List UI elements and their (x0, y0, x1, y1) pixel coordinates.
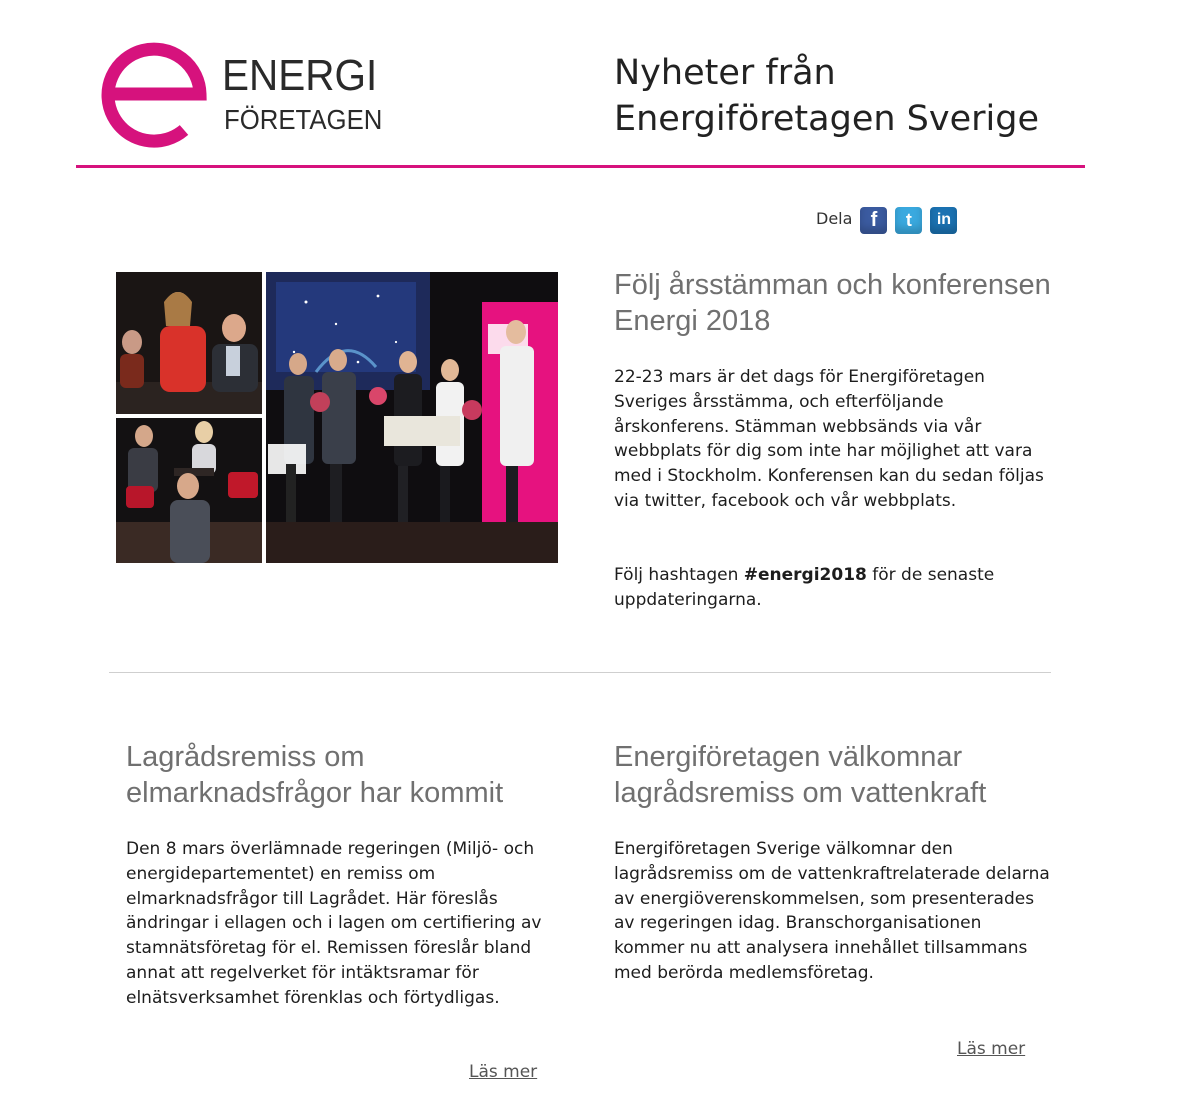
featured-photo-collage[interactable] (116, 272, 558, 563)
hashtag-suffix: för de senaste uppdateringarna. (614, 565, 995, 610)
newsletter-title-line1: Nyheter från (614, 53, 836, 93)
photo-panel-discussion (116, 272, 262, 414)
newsletter-title-line2: Energiföretagen Sverige (614, 99, 1039, 139)
logo (98, 36, 398, 148)
logo-text-energi: ENERGI (222, 51, 378, 100)
linkedin-icon[interactable]: in (930, 207, 957, 234)
header-divider (76, 165, 1085, 168)
energi-e-logo-mark (98, 36, 218, 148)
hashtag-prefix: Följ hashtagen (614, 565, 744, 585)
featured-body: 22-23 mars är det dags för Energiföretagen Sveriges årsstämma, och efterföljande årskonferens. Stämman webbsänds via vår webbplats för dig som inte har möjlighet att vara med i Stockholm. Konferensen kan du sedan följas via twitter, facebook och vår webbplats. (614, 367, 1044, 511)
article-title[interactable]: Energiföretagen välkomnar lagrådsremiss om vattenkraft (614, 741, 987, 809)
hashtag: #energi2018 (743, 565, 867, 585)
photo-stage-chairs (116, 418, 262, 563)
featured-hashtag-paragraph (614, 563, 1054, 613)
twitter-icon[interactable]: t (895, 207, 922, 234)
article-title[interactable]: Lagrådsremiss om elmarknadsfrågor har kommit (126, 741, 504, 809)
article-body: Energiföretagen Sverige välkomnar den lagrådsremiss om de vattenkraftrelaterade delarna av energiöverenskommelsen, som presenterades av regeringen idag. Branschorganisationen kommer nu att analysera innehållet tillsammans med berörda medlemsföretag. (614, 839, 1050, 983)
newsletter-title (614, 50, 1084, 142)
featured-title[interactable]: Följ årsstämman och konferensen Energi 2018 (614, 269, 1051, 337)
section-divider (109, 672, 1051, 673)
logo-text-foretagen: FÖRETAGEN (224, 104, 383, 135)
article-body: Den 8 mars överlämnade regeringen (Miljö- och energidepartementet) en remiss om elmarknadsfrågor till Lagrådet. Här föreslås ändringar i ellagen och i lagen om certifiering av stamnätsföretag för el. Remissen föreslår bland annat att regelverket för intäktsramar för elnätsverksamhet förenklas och förtydligas. (126, 839, 542, 1008)
share-bar (816, 205, 965, 235)
facebook-icon[interactable]: f (860, 207, 887, 234)
read-more-link[interactable]: Läs mer (957, 1039, 1026, 1059)
photo-award-ceremony (266, 272, 558, 563)
read-more-link[interactable]: Läs mer (469, 1062, 538, 1082)
share-label: Dela (816, 208, 853, 228)
